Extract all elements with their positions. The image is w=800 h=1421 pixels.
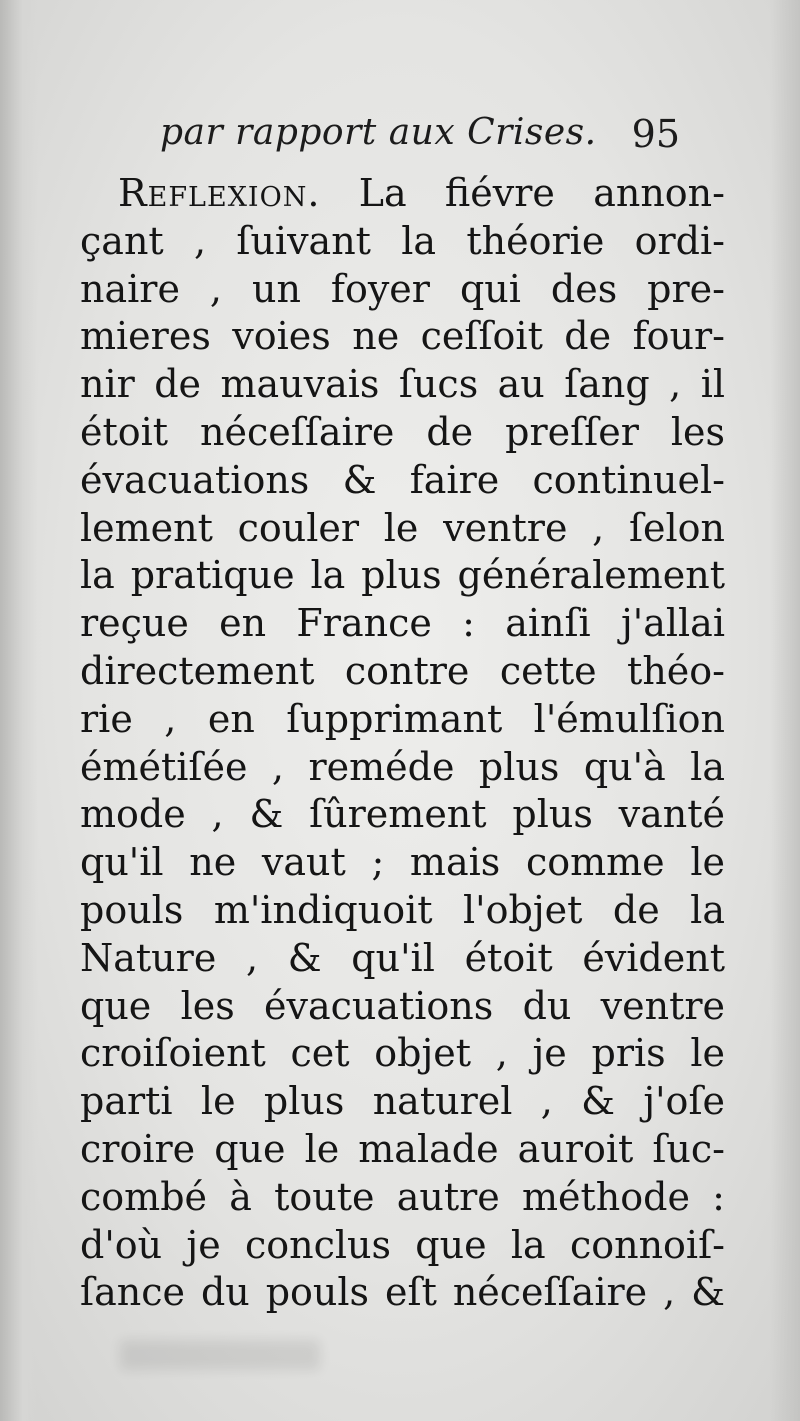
text-line: rie , en ſupprimant l'émulſion (80, 696, 725, 741)
ink-bleed-through (120, 1340, 320, 1370)
body-text (80, 170, 725, 1317)
text-line: naire , un foyer qui des pre- (80, 266, 725, 311)
lead-word: Reflexion. (118, 171, 321, 215)
text-line: croiſoient cet objet , je pris le (80, 1031, 725, 1076)
text-line: étoit néceſſaire de preſſer les (80, 409, 725, 454)
text-line: combé à toute autre méthode : (80, 1174, 725, 1219)
text-line: mieres voies ne ceſſoit de four- (80, 314, 725, 359)
text-line: lement couler le ventre , ſelon (80, 505, 725, 550)
text-line: la pratique la plus généralement (80, 553, 725, 598)
text-line: croire que le malade auroit ſuc- (80, 1126, 725, 1171)
text-line: pouls m'indiquoit l'objet de la (80, 887, 725, 932)
text-line: parti le plus naturel , & j'oſe (80, 1079, 725, 1124)
text-line: Reflexion. La fiévre annon- (118, 171, 725, 215)
text-line: nir de mauvais ſucs au ſang , il (80, 362, 725, 407)
text-line: çant , ſuivant la théorie ordi- (80, 218, 725, 263)
text-line: Nature , & qu'il étoit évident (80, 935, 725, 980)
text-line: mode , & ſûrement plus vanté (80, 792, 725, 837)
text-line: qu'il ne vaut ; mais comme le (80, 840, 725, 885)
text-line: ſance du pouls eſt néceſſaire , & (80, 1270, 725, 1315)
page-number: 95 (631, 112, 680, 156)
text-line: d'où je conclus que la connoiſ- (80, 1222, 725, 1267)
text-line: que les évacuations du ventre (80, 983, 725, 1028)
running-head (160, 112, 690, 168)
running-title: par rapport aux Crises. (160, 112, 597, 153)
text-line: émétiſée , reméde plus qu'à la (80, 744, 725, 789)
text-line: directement contre cette théo- (80, 648, 725, 693)
text-line: évacuations & faire continuel- (80, 457, 725, 502)
text-line: reçue en France : ainſi j'allai (80, 601, 725, 646)
